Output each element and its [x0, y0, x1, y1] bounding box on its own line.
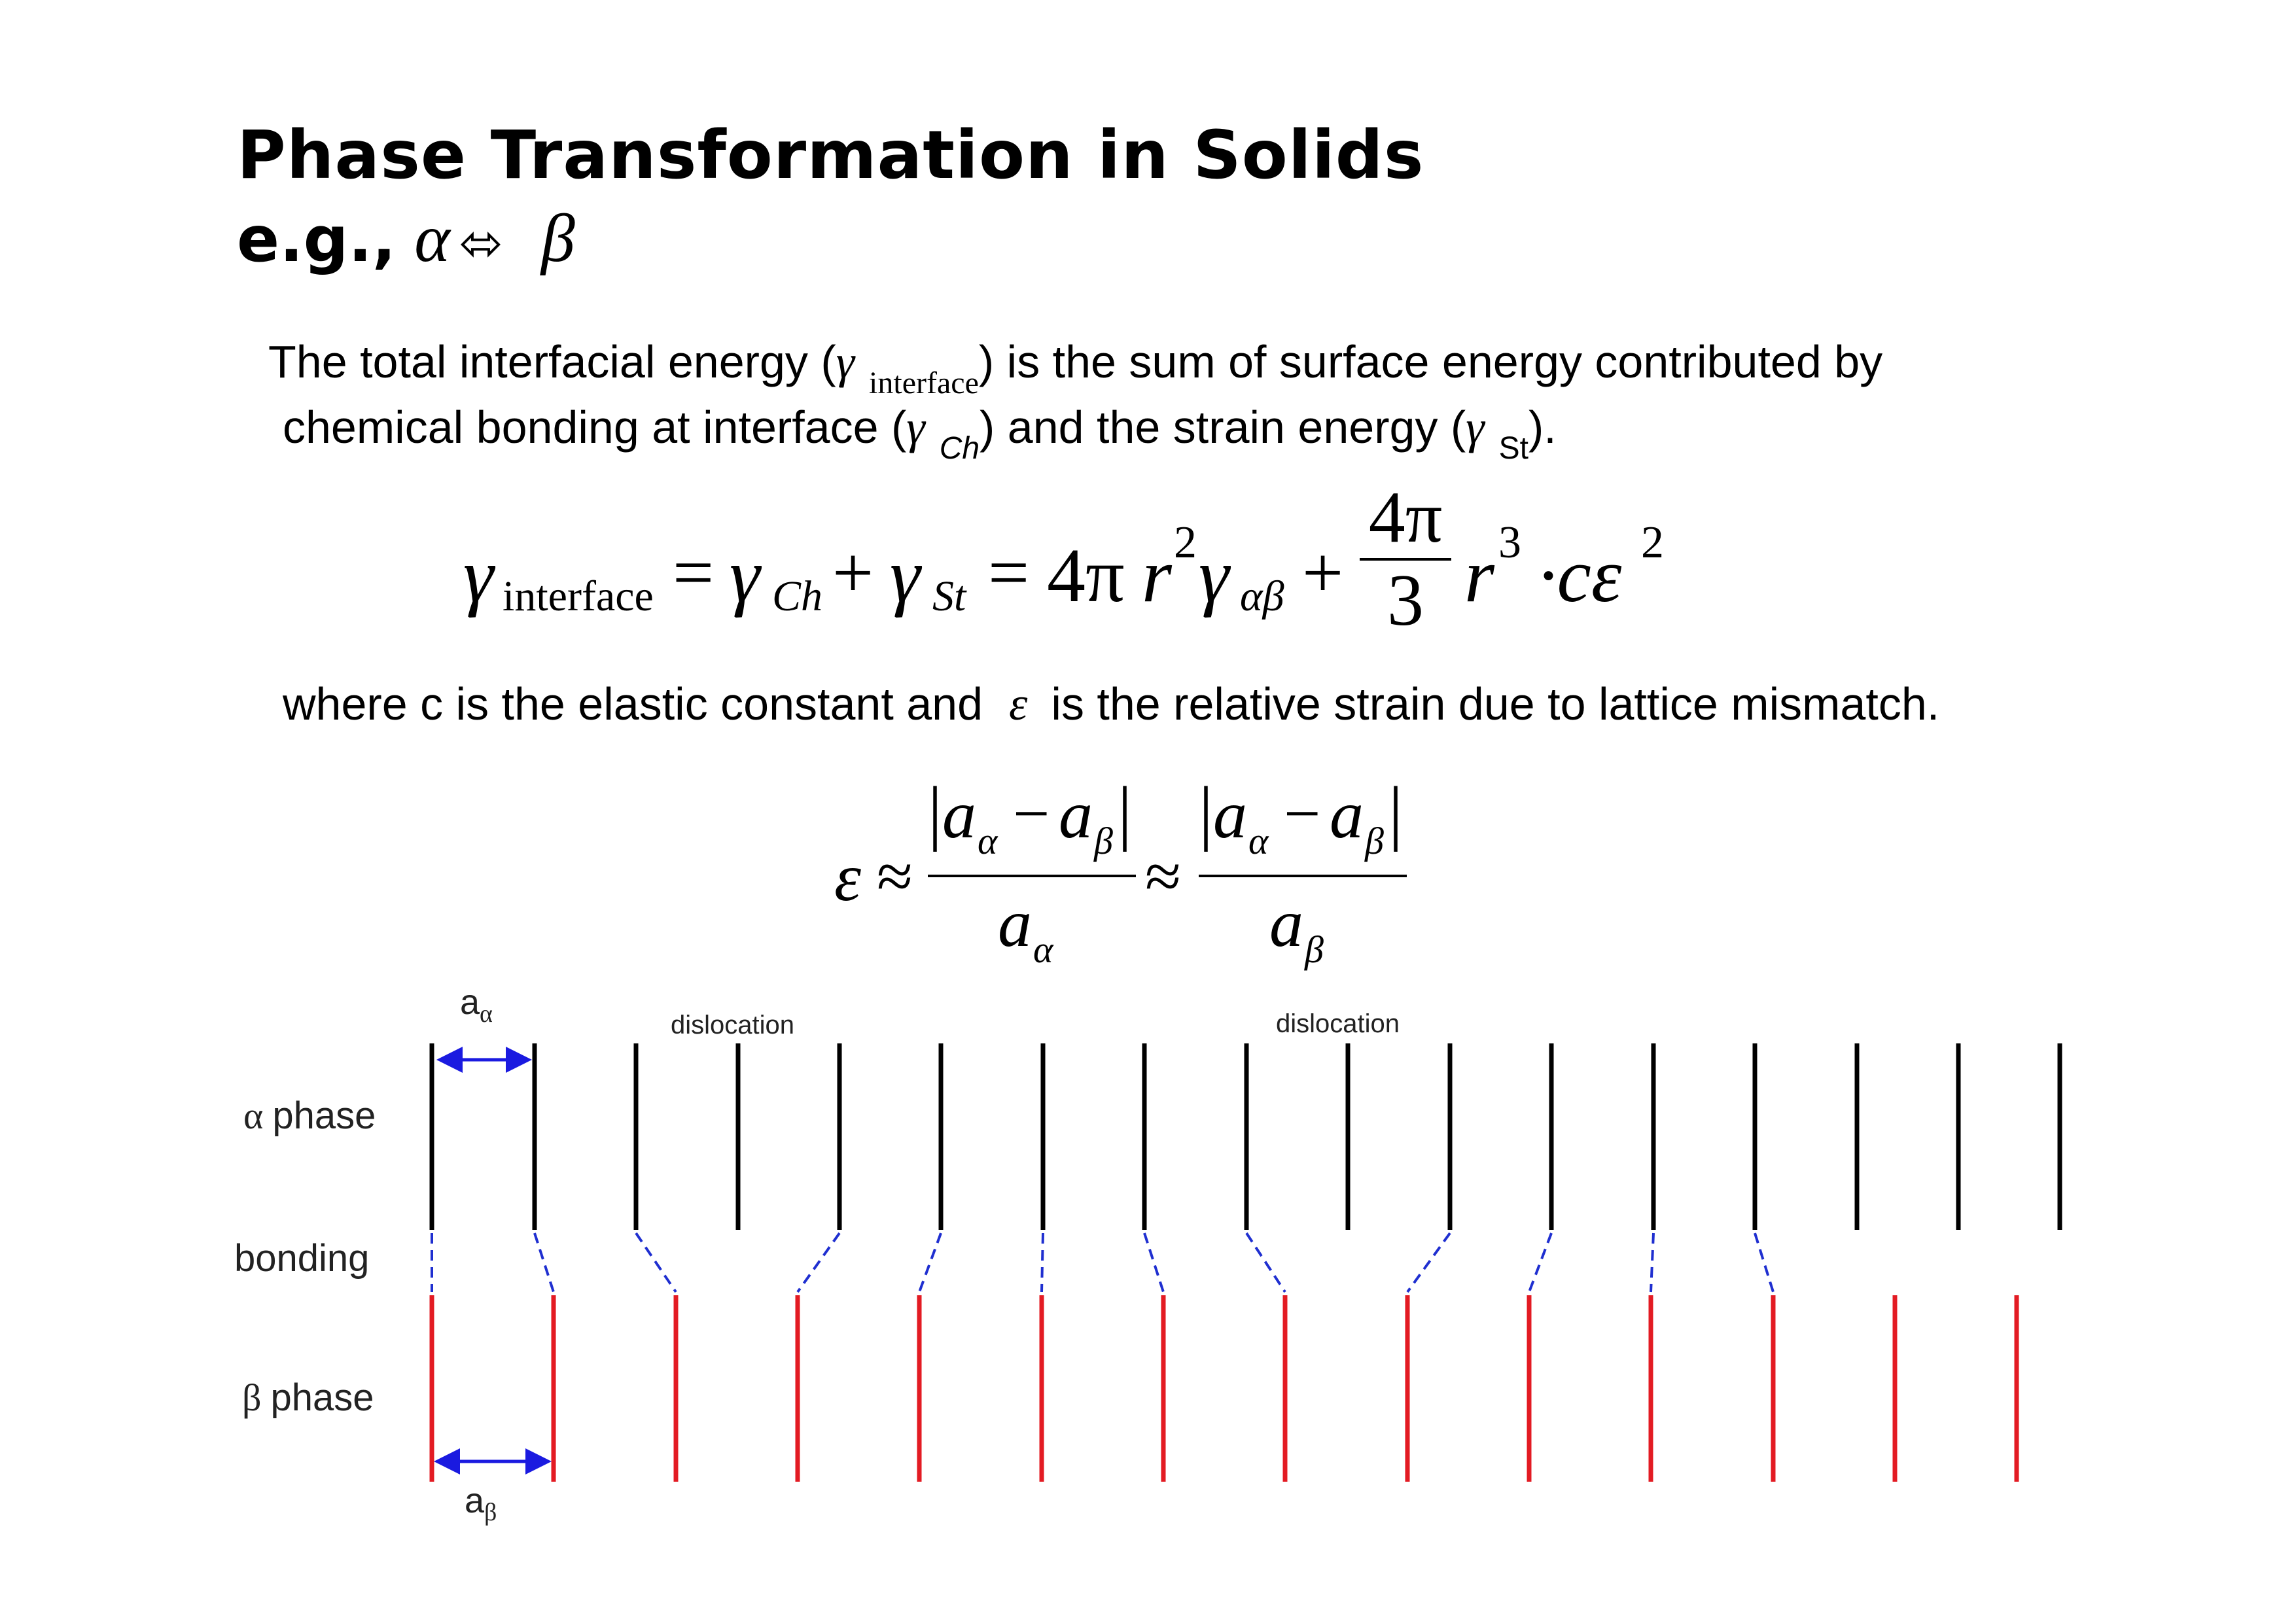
text: where c is the elastic constant and: [283, 678, 983, 729]
dislocation-label-1: dislocation: [671, 1011, 795, 1039]
text: ) is the sum of surface energy contributed by: [978, 336, 1883, 387]
bond-line: [1529, 1233, 1551, 1292]
minus-sign: −: [1284, 777, 1321, 850]
approx-sign: ≈: [877, 840, 913, 913]
bond-line: [636, 1233, 676, 1292]
subscript-st: St: [1498, 431, 1528, 466]
equals-sign: =: [988, 532, 1030, 614]
bond-line: [1246, 1233, 1285, 1292]
c-epsilon: ·cε: [1538, 532, 1622, 618]
a-symbol: a: [942, 777, 976, 852]
a-symbol: a: [1269, 886, 1303, 961]
text: ).: [1528, 402, 1557, 453]
subscript-alpha: α: [1248, 820, 1269, 862]
text: chemical bonding at interface (: [283, 402, 907, 453]
alpha-phase-label: [243, 1094, 376, 1137]
bond-line: [1755, 1233, 1773, 1292]
a-symbol: a: [1330, 777, 1364, 852]
subscript-interface: interface: [503, 572, 654, 620]
subscript-beta: β: [1305, 928, 1324, 971]
beta-symbol: β: [540, 201, 575, 276]
beta-subscript: β: [484, 1499, 497, 1526]
subscript-interface: interface: [869, 366, 979, 400]
bond-line: [1144, 1233, 1163, 1292]
subscript-ch: Ch: [772, 572, 823, 620]
alpha-symbol: α: [243, 1094, 264, 1137]
exponent-2: 2: [1174, 517, 1197, 568]
a-symbol: a: [1059, 777, 1093, 852]
bond-line: [919, 1233, 941, 1292]
epsilon-symbol: ε: [834, 840, 861, 915]
bond-line: [1407, 1233, 1450, 1292]
gamma-symbol: γ: [1466, 401, 1485, 453]
a-symbol: a: [1213, 777, 1247, 852]
subscript-st: St: [932, 572, 966, 620]
exponent-3: 3: [1498, 517, 1521, 568]
abs-bar: |: [1118, 772, 1133, 852]
gamma-symbol: γ: [836, 336, 855, 388]
double-arrow-icon: ⬄: [459, 213, 503, 273]
gamma-symbol: γ: [1199, 532, 1229, 618]
bonding-label: bonding: [234, 1237, 370, 1280]
minus-sign: −: [1013, 777, 1050, 850]
beta-phase-label: [242, 1376, 374, 1419]
subscript-alpha-beta: αβ: [1240, 572, 1284, 620]
bond-line: [798, 1233, 839, 1292]
a-beta-label: [465, 1481, 497, 1526]
subtitle-prefix: e.g.,: [237, 203, 397, 276]
gamma-symbol: γ: [730, 532, 760, 618]
text: The total interfacial energy (: [268, 336, 836, 387]
gamma-symbol: γ: [906, 401, 925, 453]
alpha-phase-planes: [432, 1043, 2060, 1230]
approx-sign: ≈: [1145, 840, 1181, 913]
bond-line: [1651, 1233, 1653, 1292]
alpha-subscript: α: [480, 1000, 493, 1028]
bonding-connectors: [432, 1233, 1773, 1292]
exponent-2: 2: [1641, 517, 1664, 568]
phase-word: phase: [270, 1376, 374, 1419]
abs-bar: |: [1388, 772, 1404, 852]
dislocation-label-2: dislocation: [1276, 1009, 1400, 1038]
subscript-alpha: α: [978, 820, 998, 862]
epsilon-symbol: ε: [1009, 678, 1028, 730]
subscript-beta: β: [1094, 820, 1113, 862]
text: ) and the strain energy (: [980, 402, 1466, 453]
plus-sign: +: [1302, 532, 1344, 614]
fraction-denominator: 3: [1387, 560, 1424, 642]
gamma-symbol: γ: [890, 532, 921, 618]
gamma-symbol: γ: [463, 532, 494, 618]
page-title: Phase Transformation in Solids: [237, 116, 1424, 194]
alpha-symbol: α: [414, 201, 450, 276]
a-letter: a: [460, 983, 480, 1022]
bond-line: [535, 1233, 554, 1292]
bond-line: [1042, 1233, 1043, 1292]
a-alpha-label: [460, 983, 493, 1028]
equals-sign: =: [673, 532, 715, 614]
a-symbol: a: [998, 886, 1032, 961]
fraction-numerator: 4π: [1368, 477, 1443, 558]
beta-phase-planes: [432, 1295, 2017, 1482]
four-pi: 4π: [1047, 532, 1125, 618]
radius-r: r: [1464, 532, 1494, 618]
abs-bar: |: [928, 772, 943, 852]
radius-r: r: [1142, 532, 1172, 618]
plus-sign: +: [832, 532, 874, 614]
subscript-alpha: α: [1033, 928, 1053, 971]
beta-symbol: β: [242, 1376, 262, 1419]
text: is the relative strain due to lattice mismatch.: [1051, 678, 1940, 729]
a-letter: a: [465, 1481, 485, 1520]
subscript-beta: β: [1365, 820, 1384, 862]
phase-word: phase: [272, 1094, 376, 1137]
abs-bar: |: [1199, 772, 1214, 852]
subscript-ch: Ch: [939, 431, 980, 466]
